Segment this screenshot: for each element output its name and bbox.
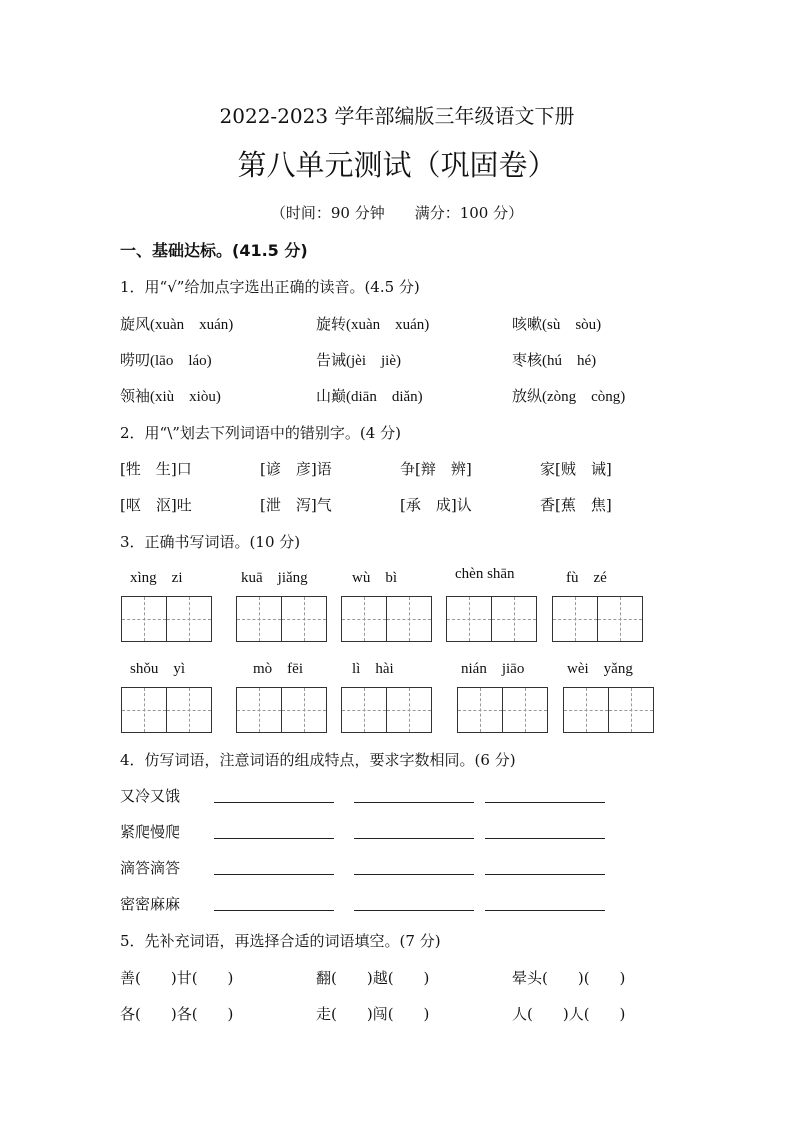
q5-prompt: 5．先补充词语，再选择合适的词语填空。(7 分) <box>120 932 441 950</box>
answer-line[interactable] <box>485 910 605 911</box>
answer-line[interactable] <box>485 802 605 803</box>
q3-pinyin: shǒu yì <box>130 661 186 677</box>
q3-pinyin: kuā jiǎng <box>241 570 308 586</box>
q3-pinyin: lì hài <box>352 661 394 677</box>
q2-item: 香[蕉 焦] <box>540 496 612 514</box>
answer-line[interactable] <box>354 910 474 911</box>
writing-grid[interactable] <box>552 596 643 642</box>
q2-item: [承 成]认 <box>400 496 472 514</box>
q5-item: 晕头( )( ) <box>512 969 626 987</box>
q2-item: 争[辩 辨] <box>400 460 472 478</box>
answer-line[interactable] <box>354 838 474 839</box>
answer-line[interactable] <box>214 874 334 875</box>
q3-pinyin: mò fēi <box>253 661 303 677</box>
q3-pinyin: fù zé <box>566 570 607 586</box>
writing-grid[interactable] <box>236 687 327 733</box>
writing-grid[interactable] <box>563 687 654 733</box>
q2-prompt: 2．用“\”划去下列词语中的错别字。(4 分) <box>120 424 401 442</box>
unit-test-title: 第八单元测试（巩固卷） <box>237 148 557 182</box>
answer-line[interactable] <box>214 910 334 911</box>
q3-pinyin: wù bì <box>352 570 398 586</box>
q5-item: 各( )各( ) <box>120 1005 234 1023</box>
time-score-info: （时间：90 分钟 满分：100 分） <box>270 204 524 222</box>
writing-grid[interactable] <box>236 596 327 642</box>
writing-grid[interactable] <box>341 596 432 642</box>
q1-item: 领袖(xiù xiòu) <box>120 389 221 405</box>
q1-item: 枣核(hú hé) <box>512 353 597 369</box>
q3-prompt: 3．正确书写词语。(10 分) <box>120 533 301 551</box>
q1-item: 咳嗽(sù sòu) <box>512 317 602 333</box>
q1-item: 放纵(zòng còng) <box>512 389 626 405</box>
q3-pinyin: xìng zi <box>130 570 183 586</box>
q4-prompt: 4．仿写词语，注意词语的组成特点，要求字数相同。(6 分) <box>120 751 516 769</box>
q5-item: 走( )闯( ) <box>316 1005 430 1023</box>
answer-line[interactable] <box>214 838 334 839</box>
answer-line[interactable] <box>485 874 605 875</box>
q3-pinyin: wèi yǎng <box>567 661 633 677</box>
q5-item: 善( )甘( ) <box>120 969 234 987</box>
writing-grid[interactable] <box>457 687 548 733</box>
q2-item: 家[贼 诫] <box>540 460 612 478</box>
q1-item: 山巅(diān diǎn) <box>316 389 423 405</box>
q4-example: 又冷又饿 <box>120 787 181 805</box>
q5-item: 翻( )越( ) <box>316 969 430 987</box>
q2-item: [呕 沤]吐 <box>120 496 192 514</box>
q5-item: 人( )人( ) <box>512 1005 626 1023</box>
q1-item: 旋转(xuàn xuán) <box>316 317 430 333</box>
answer-line[interactable] <box>485 838 605 839</box>
q2-item: [泄 泻]气 <box>260 496 332 514</box>
q1-item: 旋风(xuàn xuán) <box>120 317 234 333</box>
worksheet-title: 2022-2023 学年部编版三年级语文下册 <box>219 104 575 128</box>
writing-grid[interactable] <box>446 596 537 642</box>
answer-line[interactable] <box>354 874 474 875</box>
q1-prompt: 1．用“√”给加点字选出正确的读音。(4.5 分) <box>120 278 420 296</box>
q4-example: 密密麻麻 <box>120 895 181 913</box>
answer-line[interactable] <box>214 802 334 803</box>
q3-pinyin: nián jiāo <box>461 661 525 677</box>
q3-pinyin: chèn shān <box>455 566 515 582</box>
q2-item: [牲 生]口 <box>120 460 192 478</box>
q2-item: [谚 彦]语 <box>260 460 332 478</box>
q1-item: 唠叨(lāo láo) <box>120 353 212 369</box>
writing-grid[interactable] <box>121 687 212 733</box>
writing-grid[interactable] <box>121 596 212 642</box>
q4-example: 紧爬慢爬 <box>120 823 181 841</box>
answer-line[interactable] <box>354 802 474 803</box>
q1-item: 告诫(jèi jiè) <box>316 353 401 369</box>
section-1-heading: 一、基础达标。(41.5 分) <box>120 241 308 260</box>
writing-grid[interactable] <box>341 687 432 733</box>
q4-example: 滴答滴答 <box>120 859 181 877</box>
